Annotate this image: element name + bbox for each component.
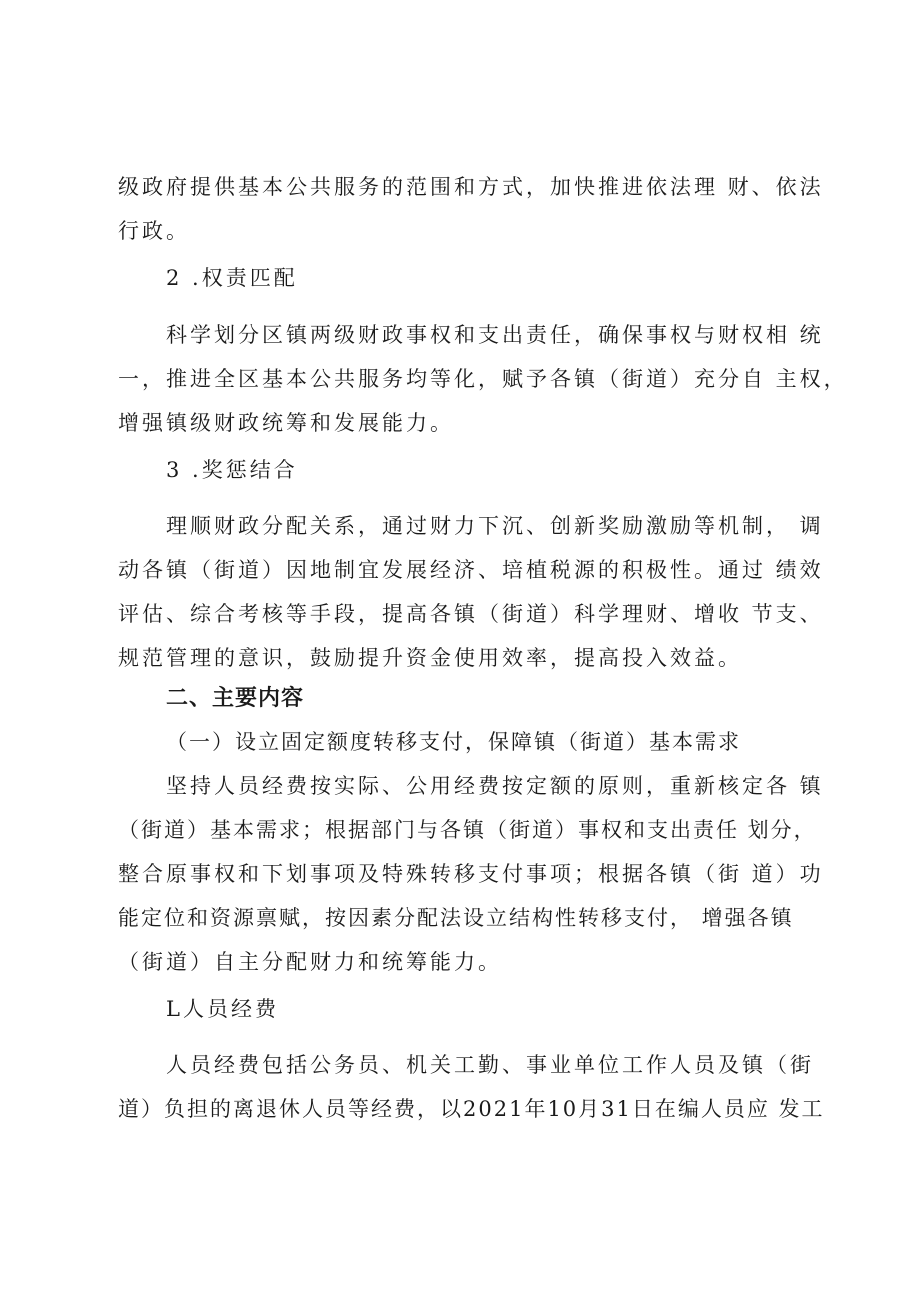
para4-line1: 坚持人员经费按实际、公用经费按定额的原则，重新核定各 镇 (166, 774, 824, 798)
para3-line3: 评估、综合考核等手段，提高各镇（街道）科学理财、增收 节支、 (118, 602, 824, 626)
item2-heading: 2 .权责匹配 (166, 266, 298, 290)
para4-line4: 能定位和资源禀赋，按因素分配法设立结构性转移支付， 增强各镇 (118, 906, 794, 930)
para2-line1: 科学划分区镇两级财政事权和支出责任，确保事权与财权相 统 (166, 323, 824, 347)
para2-line3: 增强镇级财政统筹和发展能力。 (118, 411, 454, 435)
sub1-heading: （一）设立固定额度转移支付，保障镇（街道）基本需求 (166, 730, 741, 754)
para5-line1: 人员经费包括公务员、机关工勤、事业单位工作人员及镇（街 (166, 1053, 814, 1077)
para4-line5: （街道）自主分配财力和统筹能力。 (118, 950, 502, 974)
para4-line2: （街道）基本需求；根据部门与各镇（街道）事权和支出责任 划分， (118, 818, 817, 842)
para1-line1: 级政府提供基本公共服务的范围和方式，加快推进依法理 财、依法 (118, 175, 824, 199)
para2-line2: 一，推进全区基本公共服务均等化，赋予各镇（街道）充分自 主权， (118, 367, 848, 391)
section2-heading: 二、主要内容 (166, 686, 305, 711)
para3-line2: 动各镇（街道）因地制宜发展经济、培植税源的积极性。通过 绩效 (118, 558, 824, 582)
para3-line1: 理顺财政分配关系，通过财力下沉、创新奖励激励等机制， 调 (166, 514, 824, 538)
para5-line2: 道）负担的离退休人员等经费，以2021年10月31日在编人员应 发工 (118, 1097, 825, 1121)
para1-line2: 行政。 (118, 219, 190, 243)
item3-heading: 3 .奖惩结合 (166, 458, 298, 482)
para4-line3: 整合原事权和下划事项及特殊转移支付事项；根据各镇（街 道）功 (118, 862, 824, 886)
item-l-heading: L人员经费 (166, 997, 279, 1021)
para3-line4: 规范管理的意识，鼓励提升资金使用效率，提高投入效益。 (118, 646, 742, 670)
